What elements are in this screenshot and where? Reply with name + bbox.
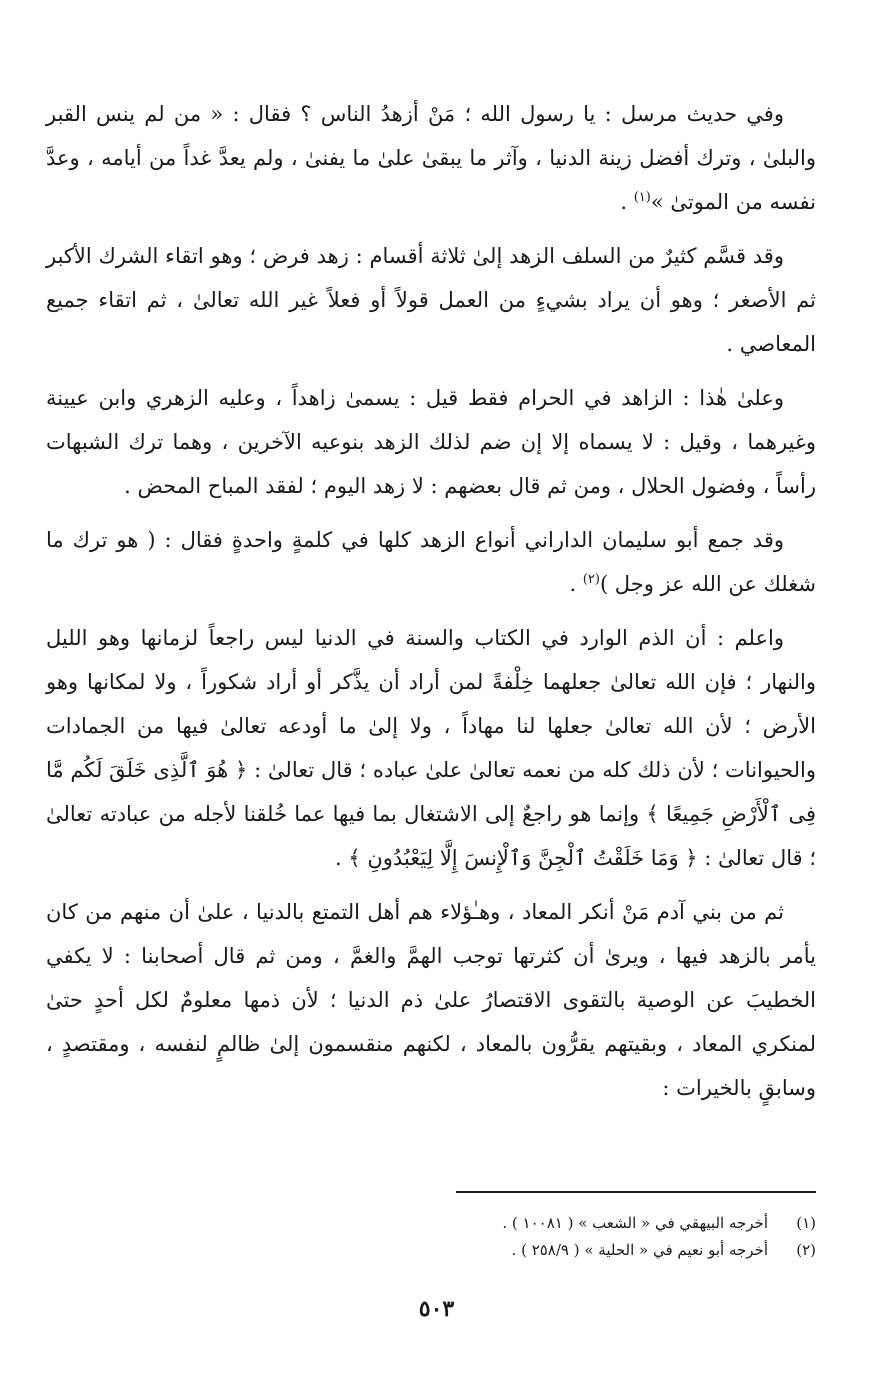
footnote-1 [46, 1210, 816, 1237]
footnote-2 [46, 1237, 816, 1264]
footnotes [46, 1210, 816, 1264]
paragraph-text: وفي حديث مرسل : يا رسول الله ؛ مَنْ أزهدُ الناس ؟ فقال : « من لم ينس القبر والبلىٰ ، وترك أفضل زينة الدنيا ، وآثر ما يبقىٰ علىٰ ما يفنىٰ ، ولم يعدَّ غداً من أيامه ، وعدَّ نفسه من الموتىٰ » [46, 102, 816, 214]
footnote-number: (١) [796, 1214, 816, 1232]
paragraph-end: . [569, 572, 583, 596]
paragraph-text: وقد جمع أبو سليمان الداراني أنواع الزهد كلها في كلمةٍ واحدةٍ فقال : ( هو ترك ما شغلك عن الله عز وجل ) [46, 528, 816, 596]
footnote-text: أخرجه البيهقي في « الشعب » ( ١٠٠٨١ ) . [502, 1214, 768, 1232]
footnote-separator [456, 1191, 816, 1193]
paragraph-hadith [46, 92, 816, 224]
paragraph-text: وقد قسَّم كثيرٌ من السلف الزهد إلىٰ ثلاثة أقسام : زهد فرض ؛ وهو اتقاء الشرك الأكبر ثم الأصغر ؛ وهو أن يراد بشيءٍ من العمل قولاً أو فعلاً غير الله تعالىٰ ، ثم اتقاء جميع المعاصي . [46, 244, 816, 356]
footnote-marker-1: (١) [633, 190, 651, 205]
paragraph-text: ثم من بني آدم مَنْ أنكر المعاد ، وهـٰؤلاء هم أهل التمتع بالدنيا ، علىٰ أن منهم من كان يأمر بالزهد فيها ، ويرىٰ أن كثرتها توجب الهمَّ والغمَّ ، ومن ثم قال أصحابنا : لا يكفي الخطيبَ عن الوصية بالتقوى الاقتصارُ علىٰ ذم الدنيا ؛ لأن ذمها معلومٌ لكل أحدٍ حتىٰ لمنكري المعاد ، وبقيتهم يقرُّون بالمعاد ، لكنهم منقسمون إلىٰ ظالمٍ لنفسه ، ومقتصدٍ ، وسابقٍ بالخيرات : [46, 900, 816, 1100]
paragraph-dhamm-dunya [46, 616, 816, 880]
paragraph-zahid-haram [46, 376, 816, 508]
paragraph-bani-adam [46, 890, 816, 1110]
paragraph-darani [46, 518, 816, 606]
footnote-text: أخرجه أبو نعيم في « الحلية » ( ٢٥٨/٩ ) . [511, 1241, 768, 1259]
paragraph-end: . [620, 190, 634, 214]
paragraph-text: وعلىٰ هٰذا : الزاهد في الحرام فقط قيل : يسمىٰ زاهداً ، وعليه الزهري وابن عيينة وغيرهما ، وقيل : لا يسماه إلا إن ضم لذلك الزهد بنوعيه الآخرين ، وهما ترك الشبهات رأساً ، وفضول الحلال ، ومن ثم قال بعضهم : لا زهد اليوم ؛ لفقد المباح المحض . [46, 386, 816, 498]
footnote-marker-2: (٢) [582, 572, 600, 587]
page-number: ٥٠٣ [418, 1296, 455, 1322]
paragraph-text: واعلم : أن الذم الوارد في الكتاب والسنة في الدنيا ليس راجعاً لزمانها وهو الليل والنهار ؛ فإن الله تعالىٰ جعلهما خِلْفةً لمن أراد أن يذَّكر أو أراد شكوراً ، ولا لمكانها وهو الأرض ؛ لأن الله تعالىٰ جعلها لنا مهاداً ، ولا إلىٰ ما أودعه تعالىٰ فيها من الجمادات والحيوانات ؛ لأن ذلك كله من نعمه تعالىٰ علىٰ عباده ؛ قال تعالىٰ : ﴿ هُوَ ٱلَّذِى خَلَقَ لَكُم مَّا فِى ٱلْأَرْضِ جَمِيعًا ﴾ وإنما هو راجعٌ إلى الاشتغال بما فيها عما خُلقنا لأجله من عبادته تعالىٰ ؛ قال تعالىٰ : ﴿ وَمَا خَلَقْتُ ٱلْجِنَّ وَٱلْإِنسَ إِلَّا لِيَعْبُدُونِ ﴾ . [46, 626, 816, 870]
footnote-number: (٢) [796, 1241, 816, 1259]
main-text [46, 92, 816, 1110]
paragraph-zuhd-divisions [46, 234, 816, 366]
